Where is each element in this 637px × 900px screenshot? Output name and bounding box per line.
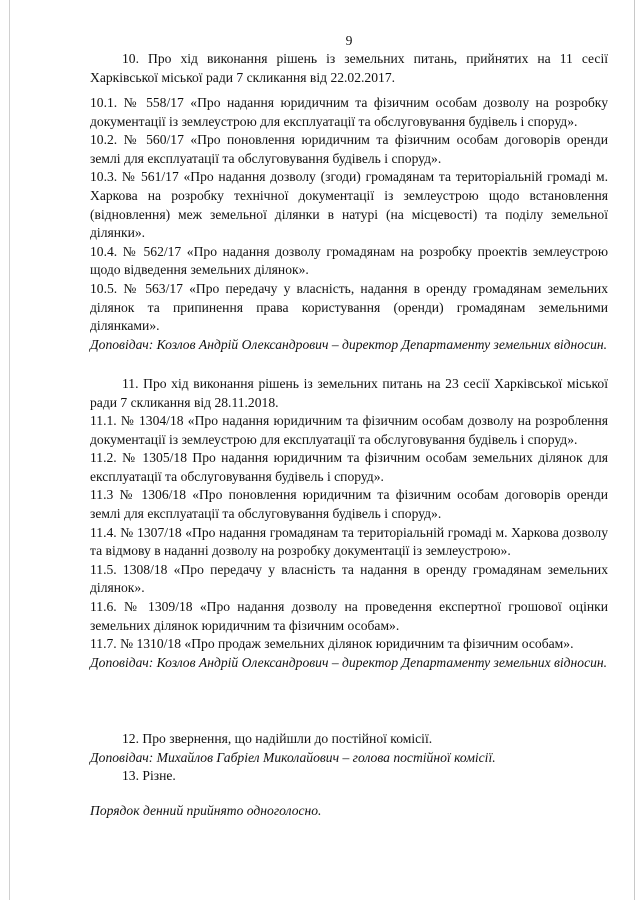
agenda-item: 11.3 № 1306/18 «Про поновлення юридичним та фізичним особам договорів оренди землі для експлуатації та обслуговування будівель і споруд».	[90, 487, 608, 521]
agenda-item: 10.2. № 560/17 «Про поновлення юридичним та фізичним особам договорів оренди землі для експлуатації та обслуговування будівель і споруд».	[90, 132, 608, 166]
section-title: 10. Про хід виконання рішень із земельних питань, прийнятих на 11 сесії Харківської міської ради 7 скликання від 22.02.2017.	[90, 51, 608, 85]
speaker-line: Доповідач: Михайлов Габріел Миколайович – голова постійної комісії.	[90, 749, 496, 765]
closing-block	[90, 802, 608, 821]
agenda-item: 11.1. № 1304/18 «Про надання юридичним та фізичним особам дозволу на розроблення документації із землеустрою для експлуатації та обслуговування будівель і споруд».	[90, 413, 608, 447]
section-10	[90, 50, 608, 87]
speaker-line: Доповідач: Козлов Андрій Олександрович – директор Департаменту земельних відносин.	[90, 336, 608, 352]
section-11	[90, 375, 608, 412]
speaker-line: Доповідач: Козлов Андрій Олександрович – директор Департаменту земельних відносин.	[90, 654, 608, 670]
closing-statement: Порядок денний прийнято одноголосно.	[90, 803, 322, 818]
section-11-items	[90, 412, 608, 672]
agenda-item: 10.5. № 563/17 «Про передачу у власність, надання в оренду громадянам земельних ділянок та припинення права користування (оренди) громадянам земельними ділянками».	[90, 280, 608, 334]
page-number: 9	[345, 33, 353, 48]
agenda-item: 11.5. 1308/18 «Про передачу у власність та надання в оренду громадянам земельних ділянок».	[90, 561, 608, 596]
agenda-item: 10.1. № 558/17 «Про надання юридичним та фізичним особам дозволу на розробку документації із землеустрою для експлуатації та обслуговування будівель і споруд».	[90, 95, 608, 129]
section-10-items	[90, 94, 608, 354]
agenda-item: 11.6. № 1309/18 «Про надання дозволу на проведення експертної грошової оцінки земельних ділянок юридичним та фізичним особам».	[90, 598, 608, 633]
section-title: 11. Про хід виконання рішень із земельних питань на 23 сесії Харківської міської ради 7 скликання від 28.11.2018.	[90, 376, 608, 410]
agenda-item: 10.3. № 561/17 «Про надання дозволу (згоди) громадянам та територіальній громаді м. Харкова на розробку технічної документації із землеустрою щодо встановлення (відновлення) меж земельної ділянки в натурі (на місцевості) та поділу земельної ділянки».	[90, 169, 608, 241]
agenda-item: 11.4. № 1307/18 «Про надання громадянам та територіальній громаді м. Харкова дозволу та відмову в наданні дозволу на розробку документації із землеустрою».	[90, 524, 608, 559]
section-12	[90, 730, 608, 786]
agenda-item: 11.2. № 1305/18 Про надання юридичним та фізичним особам земельних ділянок для експлуатації та обслуговування будівель і споруд».	[90, 450, 608, 484]
agenda-item: 10.4. № 562/17 «Про надання дозволу громадянам на розробку проектів землеустрою щодо відведення земельних ділянок».	[90, 243, 608, 278]
scan-edge-left	[9, 0, 10, 900]
scan-edge-right	[634, 0, 635, 900]
section-title: 12. Про звернення, що надійшли до постійної комісії.	[122, 731, 433, 746]
agenda-item: 11.7. № 1310/18 «Про продаж земельних ділянок юридичним та фізичним особам».	[90, 636, 574, 652]
section-title: 13. Різне.	[122, 768, 176, 784]
